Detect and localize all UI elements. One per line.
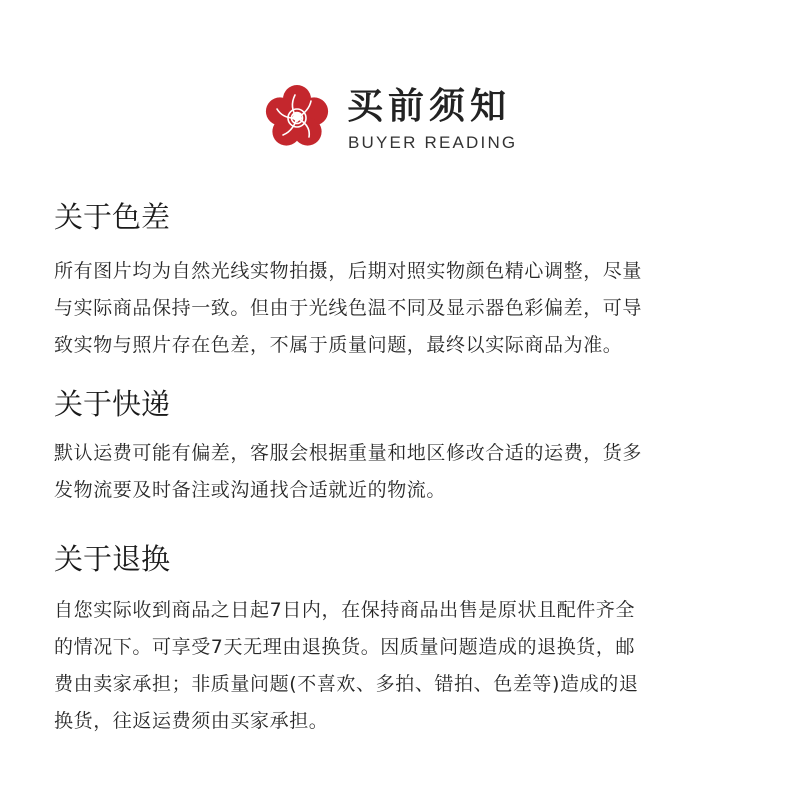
- page-subtitle: BUYER READING: [348, 133, 518, 152]
- section-heading: 关于退换: [54, 542, 171, 576]
- section-returns: [54, 539, 754, 740]
- section-heading: 关于快递: [54, 387, 171, 421]
- section-heading: 关于色差: [54, 200, 171, 234]
- body-line: 费由卖家承担；非质量问题(不喜欢、多拍、错拍、色差等)造成的退: [54, 673, 639, 695]
- section-color-difference: [54, 197, 754, 364]
- page-title: 买前须知: [347, 85, 512, 127]
- section-body: [54, 253, 754, 364]
- page-header: [0, 80, 790, 160]
- body-line: 默认运费可能有偏差，客服会根据重量和地区修改合适的运费，货多: [54, 442, 643, 464]
- body-line: 自您实际收到商品之日起7日内，在保持商品出售是原状且配件齐全: [54, 599, 636, 621]
- plum-blossom-logo-icon: [265, 85, 329, 149]
- section-shipping: [54, 384, 754, 509]
- body-line: 所有图片均为自然光线实物拍摄，后期对照实物颜色精心调整，尽量: [54, 260, 643, 282]
- section-body: [54, 592, 754, 740]
- body-line: 的情况下。可享受7天无理由退换货。因质量问题造成的退换货，邮: [54, 636, 636, 658]
- body-line: 换货，往返运费须由买家承担。: [54, 710, 329, 732]
- body-line: 致实物与照片存在色差，不属于质量问题，最终以实际商品为准。: [54, 334, 623, 356]
- section-body: [54, 435, 754, 509]
- body-line: 发物流要及时备注或沟通找合适就近的物流。: [54, 479, 447, 501]
- body-line: 与实际商品保持一致。但由于光线色温不同及显示器色彩偏差，可导: [54, 297, 643, 319]
